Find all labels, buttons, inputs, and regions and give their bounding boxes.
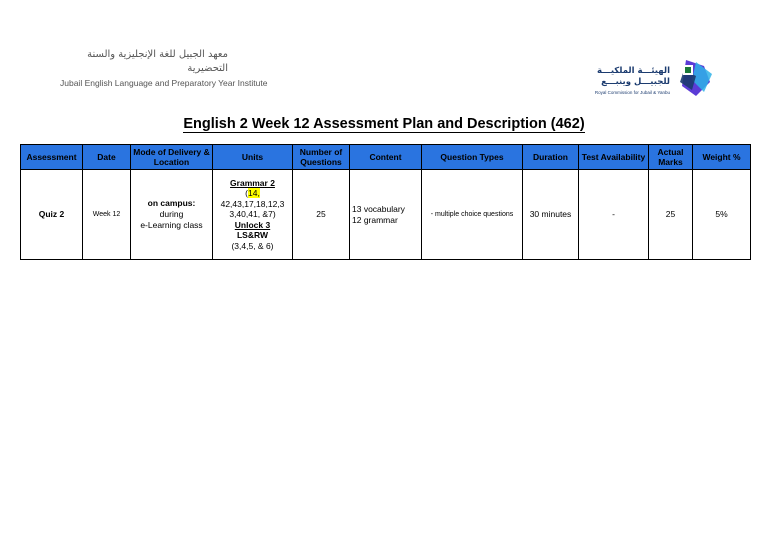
column-header-weight: Weight %	[693, 145, 751, 170]
column-header-number-of-questions: Number of Questions	[293, 145, 350, 170]
column-header-duration: Duration	[523, 145, 579, 170]
institute-name-arabic: معهد الجبيل للغة الإنجليزية والسنة التحضيرية	[87, 49, 228, 74]
cell-weight: 5%	[693, 170, 751, 260]
column-header-units: Units	[213, 145, 293, 170]
royal-commission-text	[582, 66, 670, 95]
cell-assessment: Quiz 2	[21, 170, 83, 260]
royal-commission-logo-icon	[674, 56, 714, 100]
mode-line-1: on campus:	[147, 198, 196, 208]
column-header-date: Date	[83, 145, 131, 170]
column-header-assessment: Assessment	[21, 145, 83, 170]
units-grammar-line-2: 42,43,17,18,12,3	[220, 198, 285, 209]
assessment-plan-table	[20, 144, 751, 260]
institute-header	[60, 48, 268, 89]
institute-name-english: Jubail English Language and Preparatory Year Institute	[60, 78, 268, 88]
mode-line-3: e-Learning class	[140, 220, 203, 230]
cell-actual-marks: 25	[649, 170, 693, 260]
table-header-row	[21, 145, 751, 170]
column-header-content: Content	[350, 145, 422, 170]
units-grammar-title: Grammar 2	[230, 177, 275, 188]
cell-units	[213, 170, 293, 260]
column-header-actual-marks: Actual Marks	[649, 145, 693, 170]
cell-test-availability: -	[579, 170, 649, 260]
column-header-test-availability: Test Availability	[579, 145, 649, 170]
royal-commission-header	[582, 56, 712, 100]
units-unlock-sub: LS&RW	[236, 230, 268, 241]
cell-question-types: - multiple choice questions	[422, 170, 523, 260]
units-unlock-title: Unlock 3	[234, 219, 271, 230]
document-title	[0, 116, 768, 132]
royal-commission-arabic-line2: للجبيـــل وينبـــع	[601, 77, 670, 87]
units-grammar-highlight: 14,	[248, 188, 260, 199]
units-grammar-open: (	[245, 188, 248, 199]
cell-mode	[131, 170, 213, 260]
cell-date: Week 12	[83, 170, 131, 260]
units-grammar-line-3: 3,40,41, &7)	[229, 209, 276, 220]
units-grammar-line-1	[215, 188, 290, 199]
document-title-text: English 2 Week 12 Assessment Plan and Description (462)	[183, 116, 585, 132]
cell-number-of-questions: 25	[293, 170, 350, 260]
royal-commission-english: Royal Commission for Jubail & Yanbu	[594, 90, 670, 95]
cell-duration: 30 minutes	[523, 170, 579, 260]
table-row	[21, 170, 751, 260]
cell-content	[350, 170, 422, 260]
content-line-2: 12 grammar	[352, 214, 398, 225]
units-unlock-list: (3,4,5, & 6)	[231, 240, 274, 251]
column-header-mode: Mode of Delivery & Location	[131, 145, 213, 170]
column-header-question-types: Question Types	[422, 145, 523, 170]
content-line-1: 13 vocabulary	[352, 203, 405, 214]
mode-line-2: during	[159, 209, 184, 219]
royal-commission-arabic-line1: الهيئـــة الملكيـــة	[596, 66, 670, 76]
